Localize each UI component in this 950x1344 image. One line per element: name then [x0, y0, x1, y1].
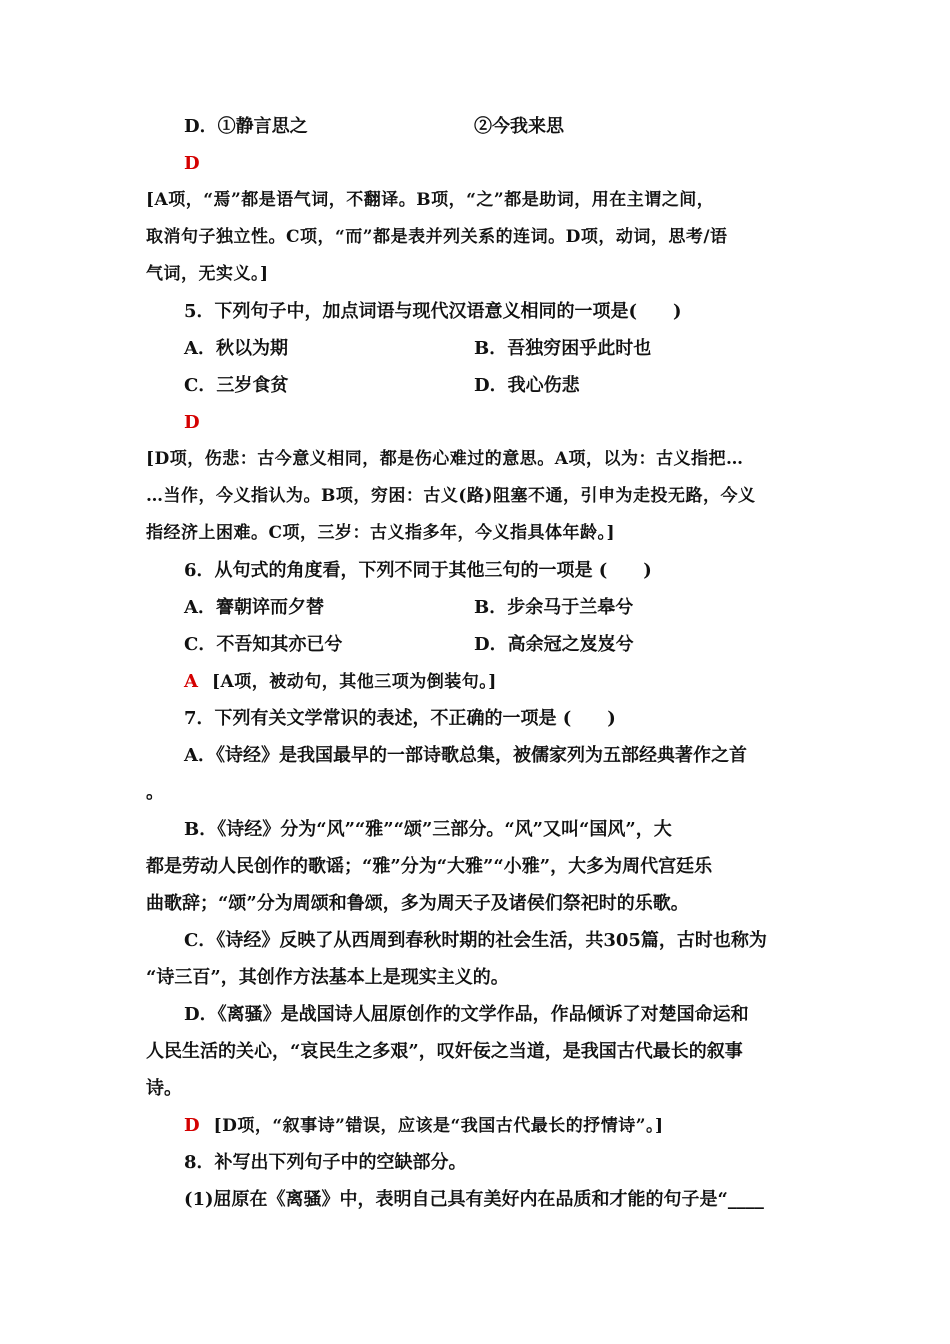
q6-answer: A	[184, 671, 198, 692]
option-text: ①静言思之	[217, 116, 308, 137]
option-label: C．	[184, 634, 217, 655]
q8-sub-question-1: (1)屈原在《离骚》中，表明自己具有美好内在品质和才能的句子是“____	[184, 1189, 764, 1210]
q4-explanation-line-3: 气词，无实义。]	[146, 264, 269, 284]
option-label: A．	[184, 597, 216, 618]
option-label: B．	[474, 338, 508, 359]
q4-option-d	[146, 108, 806, 145]
q6-explanation: [A项，被动句，其他三项为倒装句。]	[211, 672, 497, 692]
q7-option-b-line-2: 都是劳动人民创作的歌谣；“雅”分为“大雅”“小雅”，大多为周代宫廷乐	[146, 856, 713, 877]
q5-explanation-line-1: [D项，伤悲：古今意义相同，都是伤心难过的意思。A项，以为：古义指把…	[146, 449, 744, 469]
q7-option-b-line-1: B．《诗经》分为“风”“雅”“颂”三部分。“风”又叫“国风”，大	[184, 819, 672, 840]
option-text: 三岁食贫	[216, 375, 289, 396]
q7-answer: D	[184, 1115, 200, 1136]
q7-option-c-line-1: C．《诗经》反映了从西周到春秋时期的社会生活，共305篇，古时也称为	[184, 930, 767, 951]
option-label: C．	[184, 375, 217, 396]
option-text: 高余冠之岌岌兮	[507, 634, 634, 655]
q4-explanation-line-2: 取消句子独立性。C项，“而”都是表并列关系的连词。D项，动词，思考/语	[146, 227, 728, 247]
option-label: D．	[474, 375, 508, 396]
q7-stem: 7．下列有关文学常识的表述，不正确的一项是 ( )	[184, 708, 616, 729]
option-label: D．	[184, 116, 218, 137]
option-label: B．	[474, 597, 508, 618]
q5-answer: D	[184, 412, 200, 433]
q7-option-d-line-1: D．《离骚》是战国诗人屈原创作的文学作品，作品倾诉了对楚国命运和	[184, 1004, 749, 1025]
option-text: 不吾知其亦已兮	[216, 634, 343, 655]
option-text: 吾独穷困乎此时也	[507, 338, 652, 359]
option-text: 秋以为期	[215, 338, 288, 359]
q5-explanation-line-2: …当作，今义指认为。B项，穷困：古义(路)阻塞不通，引申为走投无路，今义	[146, 486, 756, 506]
q7-option-a-line-2: 。	[146, 782, 164, 803]
q6-options-row-1	[146, 589, 806, 626]
q4-explanation-line-1: [A项，“焉”都是语气词，不翻译。B项，“之”都是助词，用在主谓之间，	[146, 190, 715, 210]
q5-stem: 5．下列句子中，加点词语与现代汉语意义相同的一项是( )	[184, 301, 682, 322]
q6-stem: 6．从句式的角度看，下列不同于其他三句的一项是 ( )	[184, 560, 652, 581]
option-text-2: ②今我来思	[474, 116, 564, 137]
option-text: 我心伤悲	[507, 375, 580, 396]
q6-options-row-2	[146, 626, 806, 663]
q7-option-c-line-2: “诗三百”，其创作方法基本上是现实主义的。	[146, 967, 509, 988]
q6-answer-line	[146, 663, 806, 700]
option-text: 步余马于兰皋兮	[507, 597, 634, 618]
q7-answer-line	[146, 1107, 806, 1144]
q7-explanation: [D项，“叙事诗”错误，应该是“我国古代最长的抒情诗”。]	[213, 1116, 664, 1136]
q7-option-a-line-1: A．《诗经》是我国最早的一部诗歌总集，被儒家列为五部经典著作之首	[184, 745, 747, 766]
option-label: A．	[184, 338, 216, 359]
q7-option-d-line-3: 诗。	[146, 1078, 182, 1099]
option-text: 謇朝谇而夕替	[215, 597, 324, 618]
q7-option-b-line-3: 曲歌辞；“颂”分为周颂和鲁颂，多为周天子及诸侯们祭祀时的乐歌。	[146, 893, 689, 914]
q5-options-row-1	[146, 330, 806, 367]
q5-options-row-2	[146, 367, 806, 404]
document-body	[146, 108, 806, 1218]
q7-option-d-line-2: 人民生活的关心，“哀民生之多艰”，叹奸佞之当道，是我国古代最长的叙事	[146, 1041, 743, 1062]
option-label: D．	[474, 634, 508, 655]
q4-answer: D	[184, 153, 200, 174]
q8-stem: 8．补写出下列句子中的空缺部分。	[184, 1152, 467, 1173]
q5-explanation-line-3: 指经济上困难。C项，三岁：古义指多年，今义指具体年龄。]	[146, 523, 616, 543]
